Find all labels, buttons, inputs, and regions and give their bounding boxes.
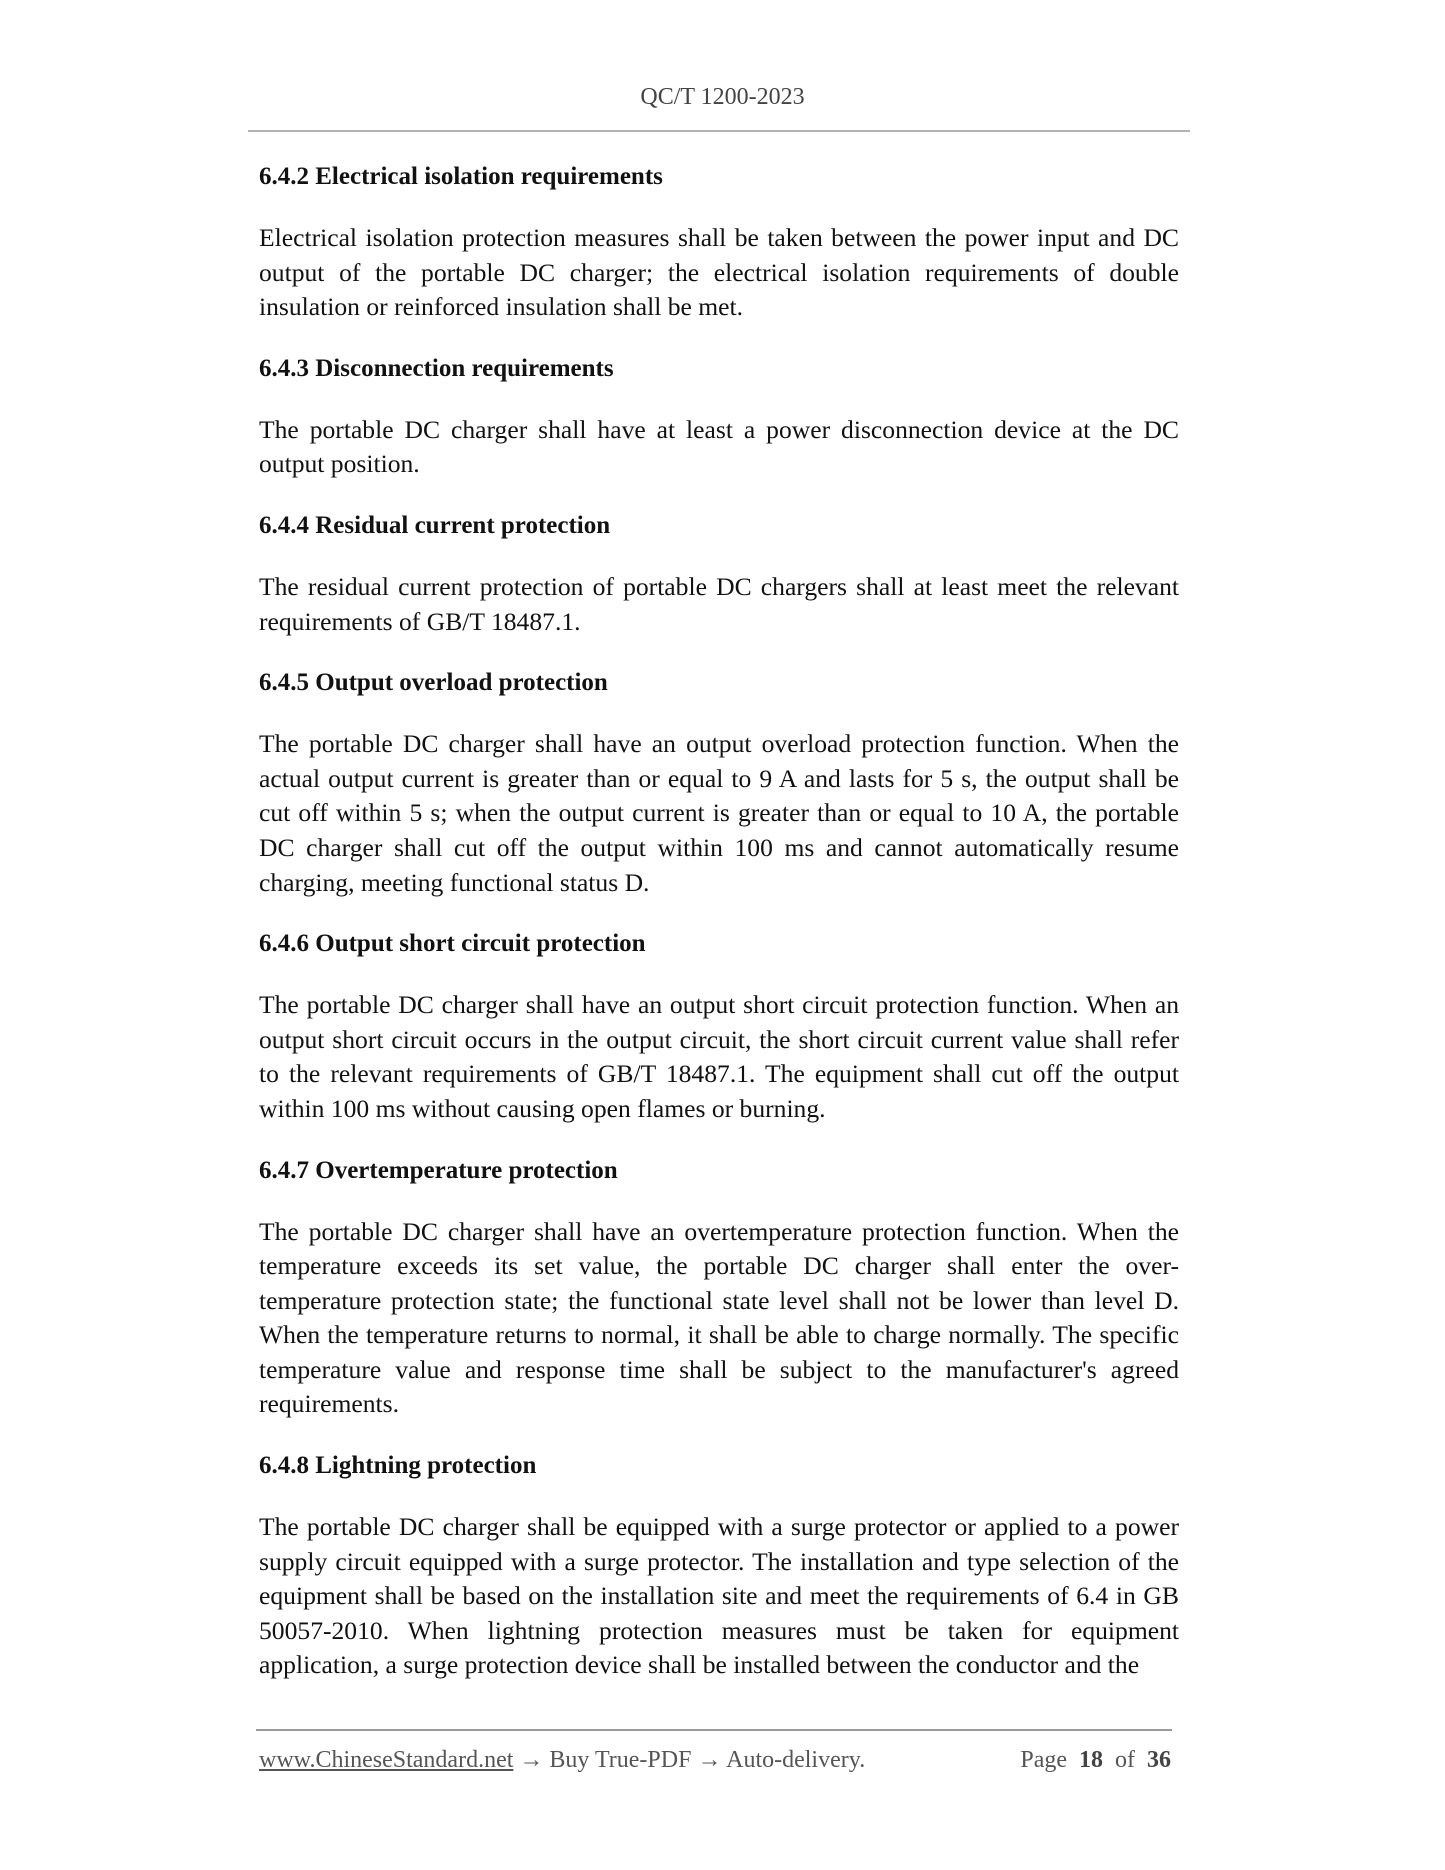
section-6-4-2: [259, 160, 1179, 325]
section-heading: 6.4.7 Overtemperature protection: [259, 1156, 618, 1184]
website-link[interactable]: www.ChineseStandard.net: [259, 1747, 514, 1773]
section-heading: 6.4.3 Disconnection requirements: [259, 354, 614, 382]
page-header-title: QC/T 1200-2023: [640, 84, 805, 110]
section-heading: 6.4.2 Electrical isolation requirements: [259, 163, 663, 190]
footer-promo-text: → Buy True-PDF → Auto-delivery.: [513, 1747, 866, 1773]
section-heading: 6.4.8 Lightning protection: [259, 1452, 537, 1480]
section-paragraph: Electrical isolation protection measures shall be taken between the power input and DC output of the portable DC charger; the electrical isolation requirements of double insulation or reinforced insulation shall be met.: [259, 223, 1179, 322]
section-6-4-3: [259, 352, 1179, 482]
section-paragraph: The residual current protection of portable DC chargers shall at least meet the relevant requirements of GB/T 18487.1.: [259, 571, 1179, 636]
section-6-4-7: [259, 1154, 1179, 1423]
section-heading: 6.4.5 Output overload protection: [259, 669, 608, 697]
section-6-4-4: [259, 509, 1179, 639]
header-divider: [248, 130, 1190, 132]
document-body: [259, 160, 1179, 1710]
section-6-4-5: [259, 666, 1179, 900]
of-label: of: [1115, 1747, 1135, 1773]
page-label: Page: [1020, 1747, 1067, 1773]
page-indicator: [1020, 1747, 1171, 1774]
section-paragraph: The portable DC charger shall be equipped with a surge protector or applied to a power supply circuit equipped with a surge protector. The installation and type selection of the equipment shall be based on the installation site and meet the requirements of 6.4 in GB 50057-2010. When lightning protection measures must be taken for equipment application, a surge protection device shall be installed between the conductor and the: [259, 1512, 1179, 1680]
footer-divider: [256, 1729, 1172, 1731]
section-6-4-6: [259, 927, 1179, 1126]
section-heading: 6.4.6 Output short circuit protection: [259, 930, 646, 958]
section-6-4-8: [259, 1449, 1179, 1683]
footer-promo: [259, 1747, 865, 1774]
section-paragraph: The portable DC charger shall have an overtemperature protection function. When the temperature exceeds its set value, the portable DC charger shall enter the over-temperature protection state; the functional state level shall not be lower than level D. When the temperature returns to normal, it shall be able to charge normally. The specific temperature value and response time shall be subject to the manufacturer's agreed requirements.: [259, 1216, 1179, 1419]
current-page-number: 18: [1079, 1747, 1103, 1773]
section-paragraph: The portable DC charger shall have an output overload protection function. When the actual output current is greater than or equal to 9 A and lasts for 5 s, the output shall be cut off within 5 s; when the output current is greater than or equal to 10 A, the portable DC charger shall cut off the output within 100 ms and cannot automatically resume charging, meeting functional status D.: [259, 729, 1179, 897]
section-paragraph: The portable DC charger shall have an output short circuit protection function. When an output short circuit occurs in the output circuit, the short circuit current value shall refer to the relevant requirements of GB/T 18487.1. The equipment shall cut off the output within 100 ms without causing open flames or burning.: [259, 990, 1179, 1123]
section-heading: 6.4.4 Residual current protection: [259, 511, 611, 539]
section-paragraph: The portable DC charger shall have at least a power disconnection device at the DC output position.: [259, 414, 1179, 479]
total-page-count: 36: [1147, 1747, 1171, 1773]
